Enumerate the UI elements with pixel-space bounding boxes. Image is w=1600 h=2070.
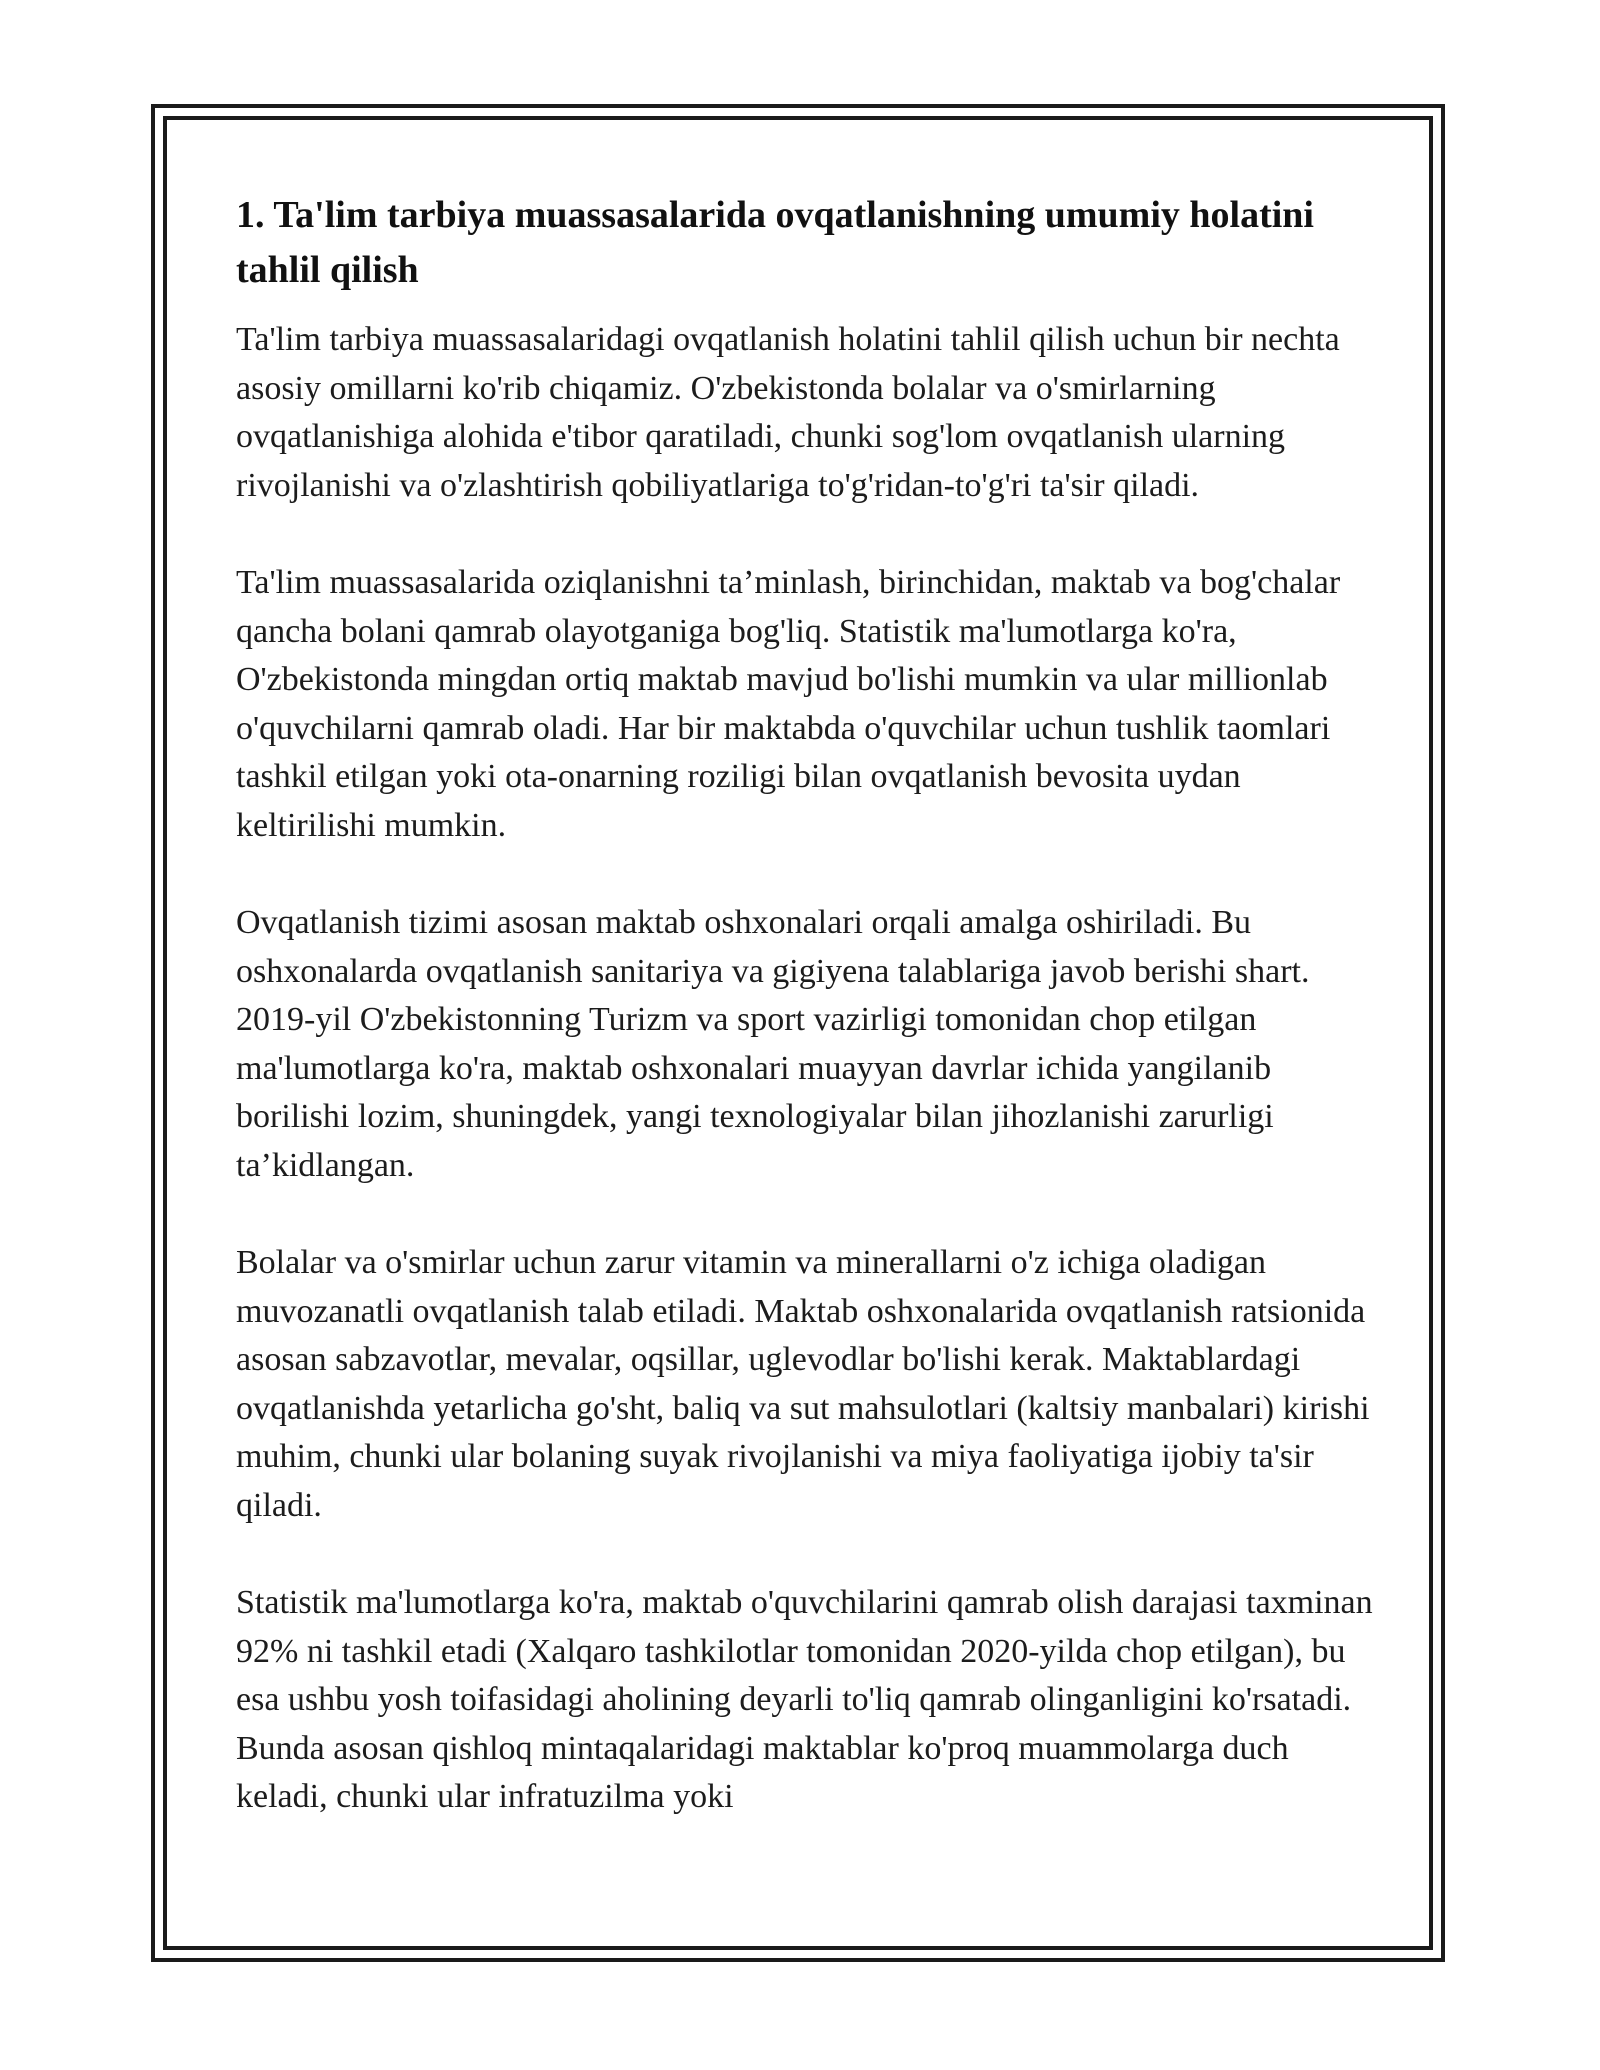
paragraph-1: Ta'lim tarbiya muassasalaridagi ovqatlanish holatini tahlil qilish uchun bir nechta asosiy omillarni ko'rib chiqamiz. O'zbekistonda bolalar va o'smirlarning ovqatlanishiga alohida e'tibor qaratiladi, chunki sog'lom ovqatlanish ularning rivojlanishi va o'zlashtirish qobiliyatlariga to'g'ridan-to'g'ri ta'sir qiladi. <box>236 321 1340 504</box>
paragraph-4: Bolalar va o'smirlar uchun zarur vitamin va minerallarni o'z ichiga oladigan muvozanatli ovqatlanish talab etiladi. Maktab oshxonalarida ovqatlanish ratsionida asosan sabzavotlar, mevalar, oqsillar, uglevodlar bo'lishi kerak. Maktablardagi ovqatlanishda yetarlicha go'sht, baliq va sut mahsulotlari (kaltsiy manbalari) kirishi muhim, chunki ular bolaning suyak rivojlanishi va miya faoliyatiga ijobiy ta'sir qiladi. <box>236 1244 1370 1524</box>
paragraph-2: Ta'lim muassasalarida oziqlanishni ta’minlash, birinchidan, maktab va bog'chalar qancha bolani qamrab olayotganiga bog'liq. Statistik ma'lumotlarga ko'ra, O'zbekistonda mingdan ortiq maktab mavjud bo'lishi mumkin va ular millionlab o'quvchilarni qamrab oladi. Har bir maktabda o'quvchilar uchun tushlik taomlari tashkil etilgan yoki ota-onarning roziligi bilan ovqatlanish bevosita uydan keltirilishi mumkin. <box>236 564 1341 844</box>
paragraph-5: Statistik ma'lumotlarga ko'ra, maktab o'quvchilarini qamrab olish darajasi taxminan 92% ni tashkil etadi (Xalqaro tashkilotlar tomonidan 2020-yilda chop etilgan), bu esa ushbu yosh toifasidagi aholining deyarli to'liq qamrab olinganligini ko'rsatadi. Bunda asosan qishloq mintaqalaridagi maktablar ko'proq muammolarga duch keladi, chunki ular infratuzilma yoki <box>236 1584 1373 1815</box>
paragraph-3: Ovqatlanish tizimi asosan maktab oshxonalari orqali amalga oshiriladi. Bu oshxonalarda ovqatlanish sanitariya va gigiyena talablariga javob berishi shart. 2019-yil O'zbekistonning Turizm va sport vazirligi tomonidan chop etilgan ma'lumotlarga ko'ra, maktab oshxonalari muayyan davrlar ichida yangilanib borilishi lozim, shuningdek, yangi texnologiyalar bilan jihozlanishi zarurligi ta’kidlangan. <box>236 904 1310 1184</box>
document-body <box>236 188 1376 1871</box>
section-heading: 1. Ta'lim tarbiya muassasalarida ovqatlanishning umumiy holatini tahlil qilish <box>236 194 1314 291</box>
